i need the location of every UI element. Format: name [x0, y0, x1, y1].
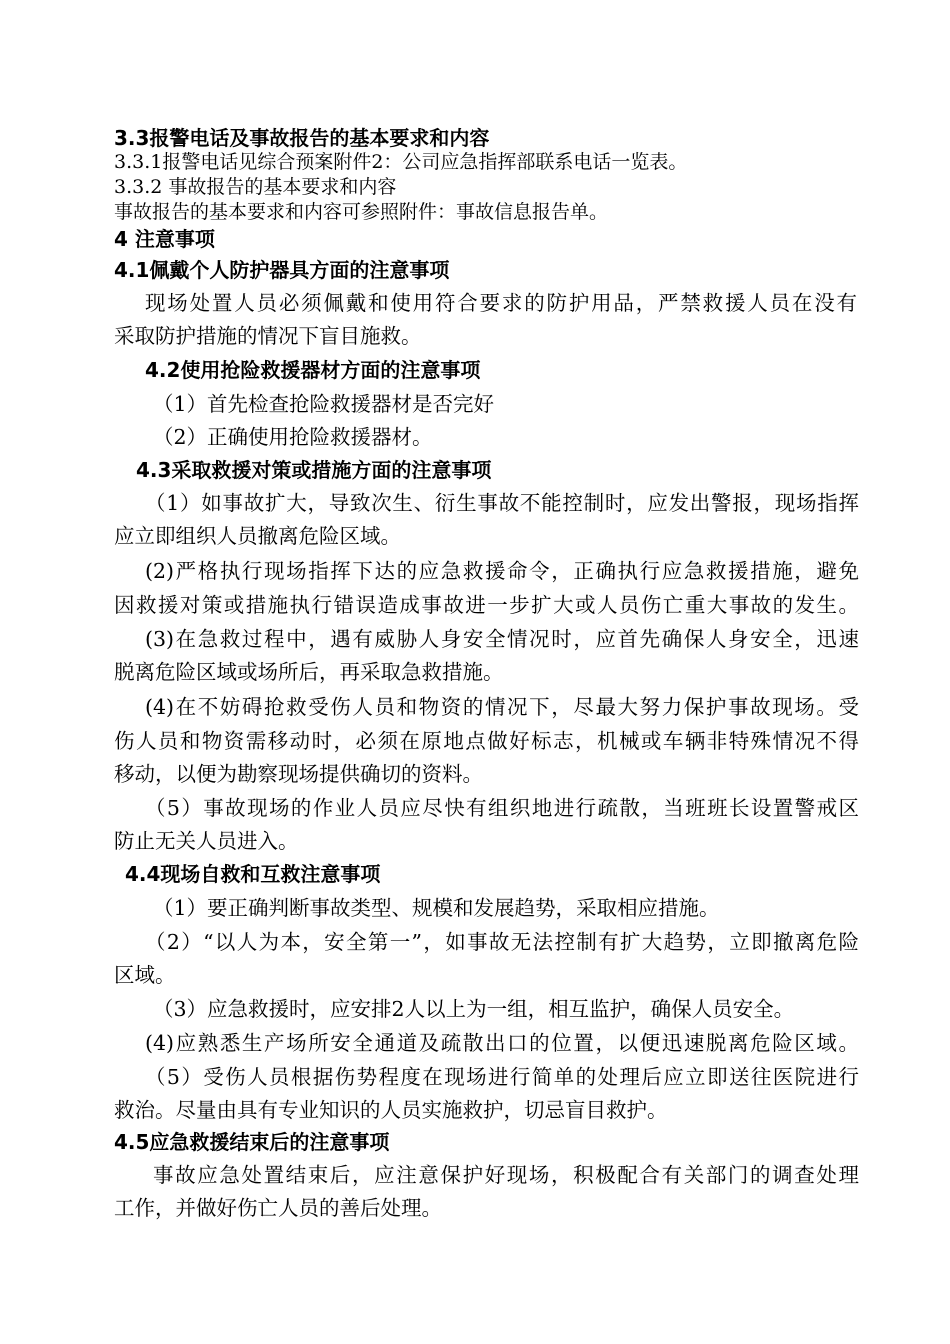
section-4-4-heading: 4.4现场自救和互救注意事项 — [125, 862, 381, 886]
section-3-3-2-heading: 3.3.2 事故报告的基本要求和内容 — [114, 176, 397, 198]
section-4-3-p1-line-2: 应立即组织人员撤离危险区域。 — [114, 524, 401, 548]
section-4-5-line-1: 事故应急处置结束后，应注意保护好现场，积极配合有关部门的调查处理 — [153, 1163, 859, 1187]
section-3-3-heading: 3.3报警电话及事故报告的基本要求和内容 — [114, 126, 490, 150]
section-4-3-p4-line-2: 伤人员和物资需移动时，必须在原地点做好标志，机械或车辆非特殊情况不得 — [114, 729, 859, 753]
section-4-4-p5-line-1: （5）受伤人员根据伤势程度在现场进行简单的处理后应立即送往医院进行 — [145, 1065, 859, 1089]
section-4-3-p2-line-2: 因救援对策或措施执行错误造成事故进一步扩大或人员伤亡重大事故的发生。 — [114, 593, 859, 617]
section-4-2-item-1: （1）首先检查抢险救援器材是否完好 — [153, 392, 495, 416]
section-4-5-heading: 4.5应急救援结束后的注意事项 — [114, 1130, 390, 1154]
section-4-1-line-1: 现场处置人员必须佩戴和使用符合要求的防护用品，严禁救援人员在没有 — [145, 291, 857, 315]
section-4-4-p4: (4)应熟悉生产场所安全通道及疏散出口的位置，以便迅速脱离危险区域。 — [145, 1031, 859, 1055]
section-4-4-p3: （3）应急救援时，应安排2人以上为一组，相互监护，确保人员安全。 — [153, 997, 795, 1021]
section-3-3-2-body: 事故报告的基本要求和内容可参照附件：事故信息报告单。 — [114, 201, 609, 223]
section-4-3-p5-line-1: （5）事故现场的作业人员应尽快有组织地进行疏散，当班班长设置警戒区 — [145, 796, 859, 820]
section-3-3-1-text: 3.3.1报警电话见综合预案附件2：公司应急指挥部联系电话一览表。 — [114, 151, 688, 173]
section-4-heading: 4 注意事项 — [114, 227, 215, 251]
section-4-5-line-2: 工作，并做好伤亡人员的善后处理。 — [114, 1196, 442, 1220]
section-4-3-heading: 4.3采取救援对策或措施方面的注意事项 — [136, 458, 492, 482]
section-4-3-p4-line-3: 移动，以便为勘察现场提供确切的资料。 — [114, 762, 483, 786]
section-4-2-item-2: （2）正确使用抢险救援器材。 — [153, 425, 433, 449]
section-4-3-p3-line-2: 脱离危险区域或场所后，再采取急救措施。 — [114, 660, 504, 684]
section-4-4-p2-line-2: 区域。 — [114, 963, 176, 987]
section-4-3-p5-line-2: 防止无关人员进入。 — [114, 829, 299, 853]
section-4-3-p4-line-1: (4)在不妨碍抢救受伤人员和物资的情况下，尽最大努力保护事故现场。受 — [145, 695, 859, 719]
section-4-4-p2-line-1: （2）“以人为本，安全第一”，如事故无法控制有扩大趋势，立即撤离危险 — [145, 930, 859, 954]
section-4-1-heading: 4.1佩戴个人防护器具方面的注意事项 — [114, 258, 450, 282]
section-4-1-line-2: 采取防护措施的情况下盲目施救。 — [114, 324, 422, 348]
section-4-3-p2-line-1: (2)严格执行现场指挥下达的应急救援命令，正确执行应急救援措施，避免 — [145, 559, 859, 583]
section-4-3-p1-line-1: （1）如事故扩大，导致次生、衍生事故不能控制时，应发出警报，现场指挥 — [145, 491, 859, 515]
section-4-4-p1: （1）要正确判断事故类型、规模和发展趋势，采取相应措施。 — [153, 896, 720, 920]
section-4-2-heading: 4.2使用抢险救援器材方面的注意事项 — [145, 358, 481, 382]
section-4-4-p5-line-2: 救治。尽量由具有专业知识的人员实施救护，切忌盲目救护。 — [114, 1098, 668, 1122]
section-4-3-p3-line-1: (3)在急救过程中，遇有威胁人身安全情况时，应首先确保人身安全，迅速 — [145, 627, 859, 651]
